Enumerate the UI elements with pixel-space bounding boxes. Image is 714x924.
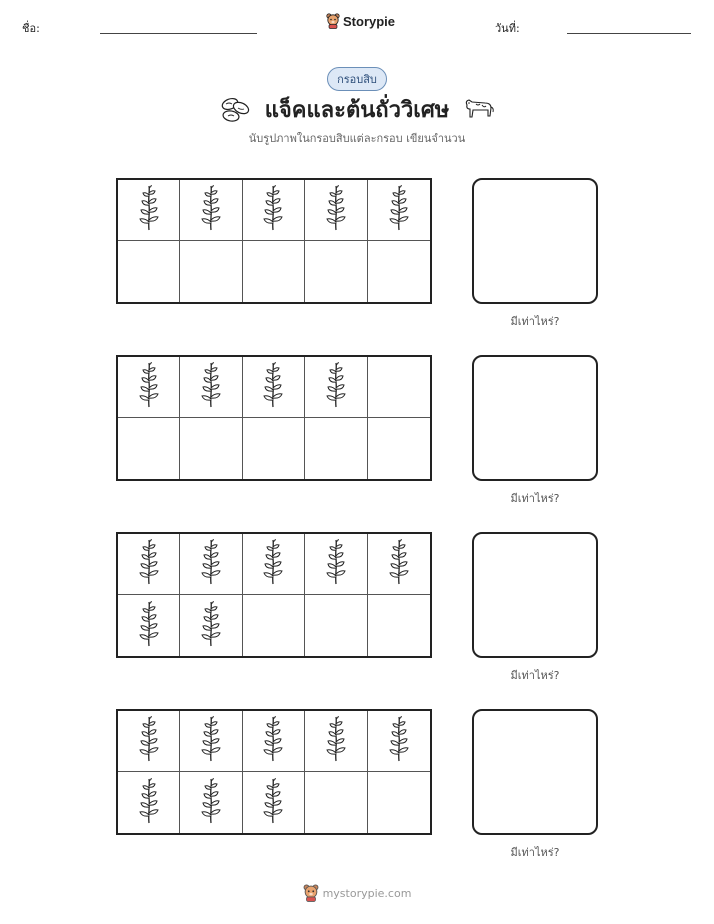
beanstalk-icon [137,778,161,828]
ten-frame-cell [180,595,242,656]
ten-frame-cell [118,418,180,479]
instructions: นับรูปภาพในกรอบสิบแต่ละกรอบ เขียนจำนวน [248,132,466,145]
cow-icon [461,96,495,124]
footer-url: mystorypie.com [322,886,412,900]
ten-frame-cell [368,595,430,656]
beanstalk-icon [199,601,223,651]
title-row [0,92,714,127]
ten-frame-cell [243,418,305,479]
ten-frame-cell [118,357,180,418]
ten-frame [116,532,432,658]
beanstalk-icon [324,362,348,412]
ten-frame-cell [180,711,242,772]
how-many-label: มีเท่าไหร่? [510,492,560,505]
brand-name: Storypie [343,13,396,29]
ten-frame-cell [368,711,430,772]
ten-frame-cell [368,418,430,479]
date-line[interactable] [567,33,691,34]
ten-frame-cell [305,241,367,302]
ten-frame-cell [305,595,367,656]
ten-frame-cell [118,534,180,595]
ten-frame-cell [180,534,242,595]
answer-box[interactable] [472,532,598,658]
ten-frame-cell [243,595,305,656]
ten-frame-cell [243,772,305,833]
ten-frame-cell [368,180,430,241]
beanstalk-icon [199,778,223,828]
ten-frame-cell [305,711,367,772]
beanstalk-icon [261,716,285,766]
bear-mascot-icon [303,884,319,902]
beanstalk-icon [387,539,411,589]
beanstalk-icon [199,185,223,235]
ten-frame-cell [368,357,430,418]
beanstalk-icon [324,539,348,589]
beanstalk-icon [199,362,223,412]
ten-frame [116,355,432,481]
beanstalk-icon [137,716,161,766]
ten-frame-cell [243,357,305,418]
page-title: แจ็คและต้นถั่ววิเศษ [264,98,450,123]
beans-icon [219,96,253,124]
ten-frame-cell [180,241,242,302]
ten-frame-cell [305,418,367,479]
beanstalk-icon [199,716,223,766]
name-line[interactable] [100,33,257,34]
beanstalk-icon [137,539,161,589]
beanstalk-icon [324,185,348,235]
beanstalk-icon [261,362,285,412]
ten-frame-cell [180,180,242,241]
ten-frame-cell [305,180,367,241]
ten-frame-cell [305,772,367,833]
beanstalk-icon [324,716,348,766]
ten-frame-cell [243,180,305,241]
answer-box[interactable] [472,178,598,304]
ten-frame-cell [180,772,242,833]
brand-logo [326,13,395,29]
beanstalk-icon [261,539,285,589]
ten-frame-cell [180,357,242,418]
ten-frame-cell [243,711,305,772]
beanstalk-icon [261,185,285,235]
ten-frame-cell [118,241,180,302]
ten-frame [116,178,432,304]
ten-frame-cell [305,534,367,595]
ten-frame-cell [368,534,430,595]
answer-box[interactable] [472,709,598,835]
ten-frame-cell [118,772,180,833]
beanstalk-icon [387,716,411,766]
ten-frame-cell [118,711,180,772]
ten-frame-cell [180,418,242,479]
beanstalk-icon [387,185,411,235]
ten-frame-cell [243,534,305,595]
how-many-label: มีเท่าไหร่? [510,669,560,682]
footer [0,884,714,902]
beanstalk-icon [137,185,161,235]
ten-frame-cell [305,357,367,418]
ten-frame-cell [368,772,430,833]
bear-mascot-icon [326,13,340,29]
how-many-label: มีเท่าไหร่? [510,846,560,859]
ten-frame-cell [118,180,180,241]
how-many-label: มีเท่าไหร่? [510,315,560,328]
ten-frame-cell [118,595,180,656]
beanstalk-icon [199,539,223,589]
beanstalk-icon [137,601,161,651]
date-label: วันที่: [495,22,520,35]
beanstalk-icon [261,778,285,828]
answer-box[interactable] [472,355,598,481]
ten-frame-cell [368,241,430,302]
beanstalk-icon [137,362,161,412]
ten-frame [116,709,432,835]
topic-badge: กรอบสิบ [327,67,387,91]
name-label: ชื่อ: [22,22,40,35]
ten-frame-cell [243,241,305,302]
